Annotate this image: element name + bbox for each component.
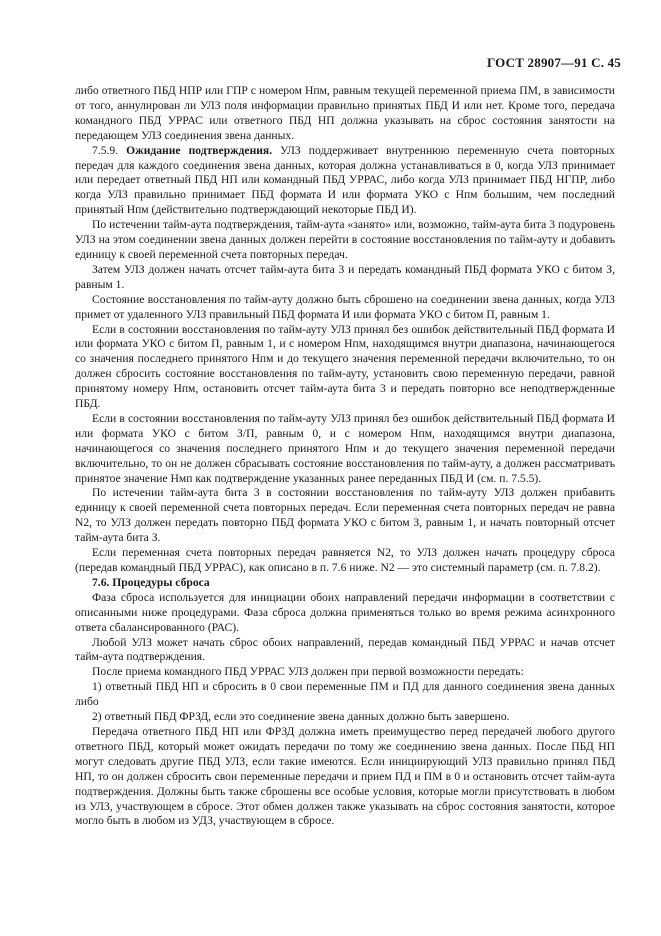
paragraph: По истечении тайм-аута подтверждения, тайм-аута «занято» или, возможно, тайм-аута бита 3 подуровень УЛЗ на этом соединении звена данных должен перейти в состояние восстановления по тайм-ауту и добавить единицу к своей переменной счета повторных передач. [75, 218, 615, 261]
section-title: Ожидание подтверждения. [126, 143, 273, 157]
paragraph: Передача ответного ПБД НП или ФРЗД должна иметь преимущество перед передачей любого другого ответного ПБД, который может ожидать передачи по тому же соединению звена данных. После ПБД НП могут следовать другие ПБД УЛЗ, если такие имеются. Если инициирующий УЛЗ правильно принял ПБД НП, то он должен сбросить свои переменные передачи и прием ПД и ПМ в 0 и остановить отсчет тайм-аута подтверждения. Должны быть также сброшены все особые условия, которые могли присутствовать в любом из УЛЗ, участвующем в сбросе. Этот обмен должен также указывать на сброс состояния занятости, которое могло быть в любом из УДЗ, участвующем в сбросе. [75, 724, 615, 828]
paragraph: Если в состоянии восстановления по тайм-ауту УЛЗ принял без ошибок действительный ПБД формата И или формата УКО с битом З/П, равным 0, и с номером Нпм, находящимся внутри диапазона, начинающегося со значения последнего принятого Нпм и до текущего значения переменной передачи включительно, то он не должен сбрасывать состояние восстановления по тайм-ауту, а должен рассматривать принятое значение Нмп как подтверждение указанных ранее переданных ПБД И (см. п. 7.5.5). [75, 411, 615, 485]
paragraph: Состояние восстановления по тайм-ауту должно быть сброшено на соединении звена данных, когда УЛЗ примет от удаленного УЛЗ правильный ПБД формата И или формата УКО с битом П, равным 1. [75, 292, 615, 321]
section-text: УЛЗ поддерживает внутреннюю переменную счета повторных передач для каждого соединения звена данных, которая должна устанавливаться в 0, когда УЛЗ принимает или передает ответный ПБД НП или командный ПБД УРРАС, либо когда УЛЗ принимает ПБД НГПР, либо когда УЛЗ правильно принимает ПБД формата И или формата УКО с Нпм большим, чем последний принятый Нпм (действительно подтверждающий некоторые ПБД И). [75, 143, 615, 217]
list-item: 2) ответный ПБД ФРЗД, если это соединение звена данных должно быть завершено. [92, 710, 510, 724]
paragraph: После приема командного ПБД УРРАС УЛЗ должен при первой возможности передать: [92, 665, 524, 679]
page-header: ГОСТ 28907—91 С. 45 [487, 55, 621, 70]
section-7-5-9 [75, 144, 615, 219]
paragraph: По истечении тайм-аута бита 3 в состоянии восстановления по тайм-ауту УЛЗ должен прибавить единицу к своей переменной счета повторных передач. Если переменная счета повторных передач не равна N2, то УЛЗ должен передать повторно ПБД формата УКО с битом З, равным 1, и начать повторный отсчет тайм-аута бита З. [75, 486, 615, 545]
paragraph: Если переменная счета повторных передач равняется N2, то УЛЗ должен начать процедуру сброса (передав командный ПБД УРРАС), как описано в п. 7.6 ниже. N2 — это системный параметр (см. п. 7.8.2). [75, 546, 615, 574]
page-body [75, 84, 615, 829]
paragraph: Если в состоянии восстановления по тайм-ауту УЛЗ принял без ошибок действительный ПБД формата И или формата УКО с битом П, равным 1, и с номером Нпм, находящимся внутри диапазона, начинающегося со значения последнего принятого Нпм и до текущего значения переменной передачи включительно, то он должен сбросить состояние восстановления по тайм-ауту, установить свою переменную передачи, равной принятому номеру Нпм, остановить отсчет тайм-аута бита 3 и передать повторно все неподтвержденные ПБД. [75, 322, 615, 411]
paragraph: Фаза сброса используется для инициации обоих направлений передачи информации в соответствии с описанными ниже процедурами. Фаза сброса должна применяться только во время режима асинхронного ответа сбалансированного (РАС). [75, 590, 615, 634]
section-number: 7.5.9. [92, 143, 119, 157]
paragraph: Любой УЛЗ может начать сброс обоих направлений, передав командный ПБД УРРАС и начав отсчет тайм-аута подтверждения. [75, 635, 615, 664]
paragraph: Затем УЛЗ должен начать отсчет тайм-аута бита 3 и передать командный ПБД формата УКО с битом З, равным 1. [75, 262, 615, 291]
list-item: 1) ответный ПБД НП и сбросить в 0 свои переменные ПМ и ПД для данного соединения звена данных либо [75, 680, 615, 709]
paragraph-continuation: либо ответного ПБД НПР или ГПР с номером Нпм, равным текущей переменной приема ПМ, в зависимости от того, аннулирован ли УЛЗ поля информации правильно принятых ПБД И или нет. Кроме того, передача командного ПБД УРРАС или ответного ПБД НП должна указывать на сброс состояния занятости на передающем УЛЗ соединения звена данных. [75, 84, 615, 142]
section-7-6-heading: 7.6. Процедуры сброса [92, 575, 210, 589]
